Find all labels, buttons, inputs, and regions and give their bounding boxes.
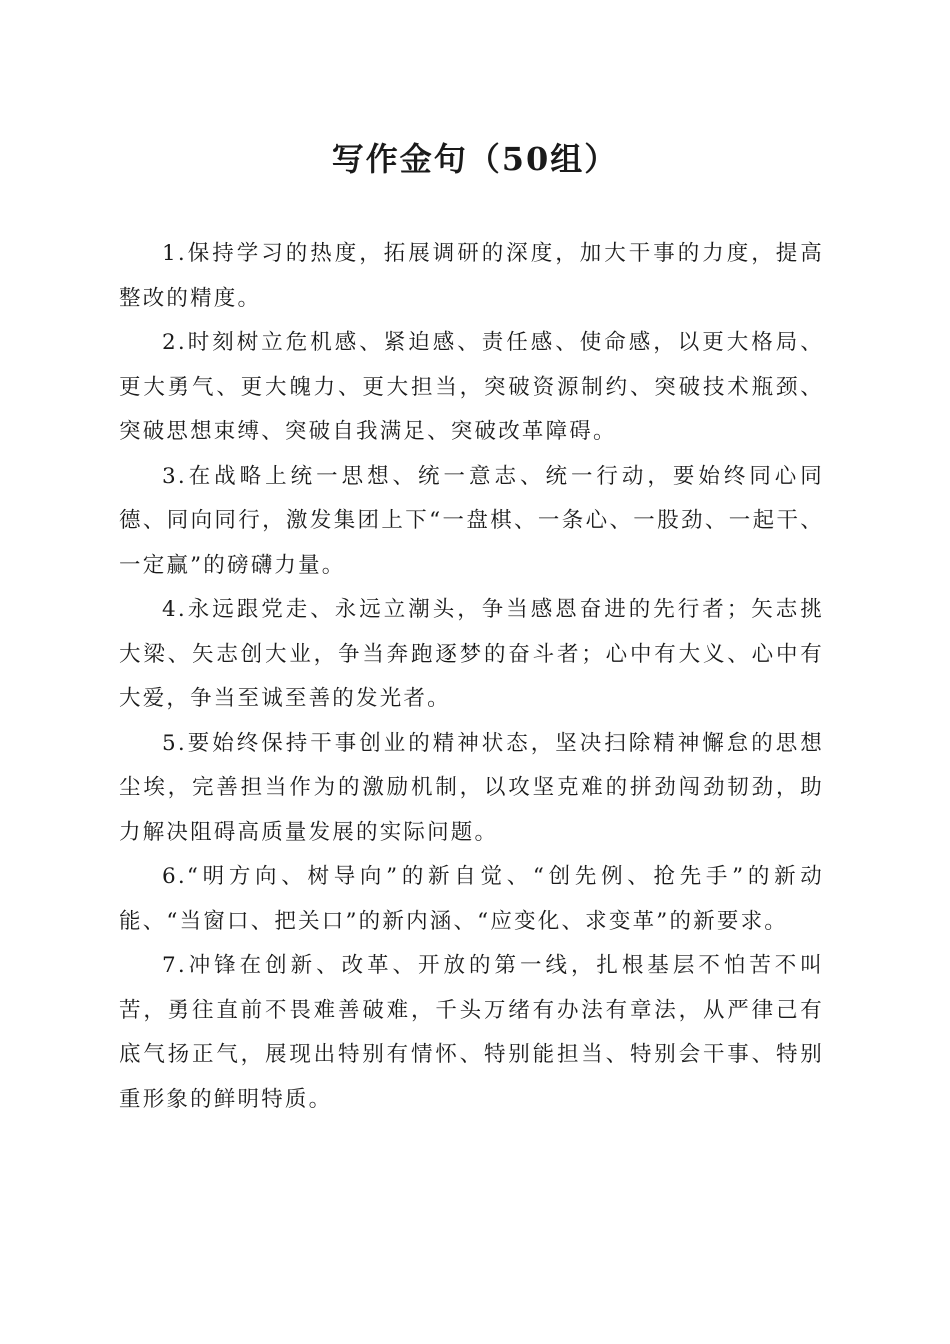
paragraph-2: 2.时刻树立危机感、紧迫感、责任感、使命感，以更大格局、更大勇气、更大魄力、更大担当，突破资源制约、突破技术瓶颈、突破思想束缚、突破自我满足、突破改革障碍。 bbox=[119, 330, 824, 444]
paragraph-1: 1.保持学习的热度，拓展调研的深度，加大干事的力度，提高整改的精度。 bbox=[119, 241, 824, 311]
paragraph-5: 5.要始终保持干事创业的精神状态，坚决扫除精神懈怠的思想尘埃，完善担当作为的激励机制，以攻坚克难的拼劲闯劲韧劲，助力解决阻碍高质量发展的实际问题。 bbox=[119, 730, 824, 845]
paragraph-6: 6.“明方向、树导向”的新自觉、“创先例、抢先手”的新动能、“当窗口、把关口”的新内涵、“应变化、求变革”的新要求。 bbox=[119, 864, 824, 934]
document-body bbox=[119, 232, 824, 1122]
paragraph-3: 3.在战略上统一思想、统一意志、统一行动，要始终同心同德、同向同行，激发集团上下“一盘棋、一条心、一股劲、一起干、一定赢”的磅礴力量。 bbox=[119, 463, 824, 578]
document-title: 写作金句（50组） bbox=[331, 140, 619, 178]
paragraph-4: 4.永远跟党走、永远立潮头，争当感恩奋进的先行者；矢志挑大梁、矢志创大业，争当奔跑逐梦的奋斗者；心中有大义、心中有大爱，争当至诚至善的发光者。 bbox=[119, 597, 824, 711]
paragraph-7: 7.冲锋在创新、改革、开放的第一线，扎根基层不怕苦不叫苦，勇往直前不畏难善破难，千头万绪有办法有章法，从严律己有底气扬正气，展现出特别有情怀、特别能担当、特别会干事、特别重形象的鲜明特质。 bbox=[119, 953, 824, 1112]
